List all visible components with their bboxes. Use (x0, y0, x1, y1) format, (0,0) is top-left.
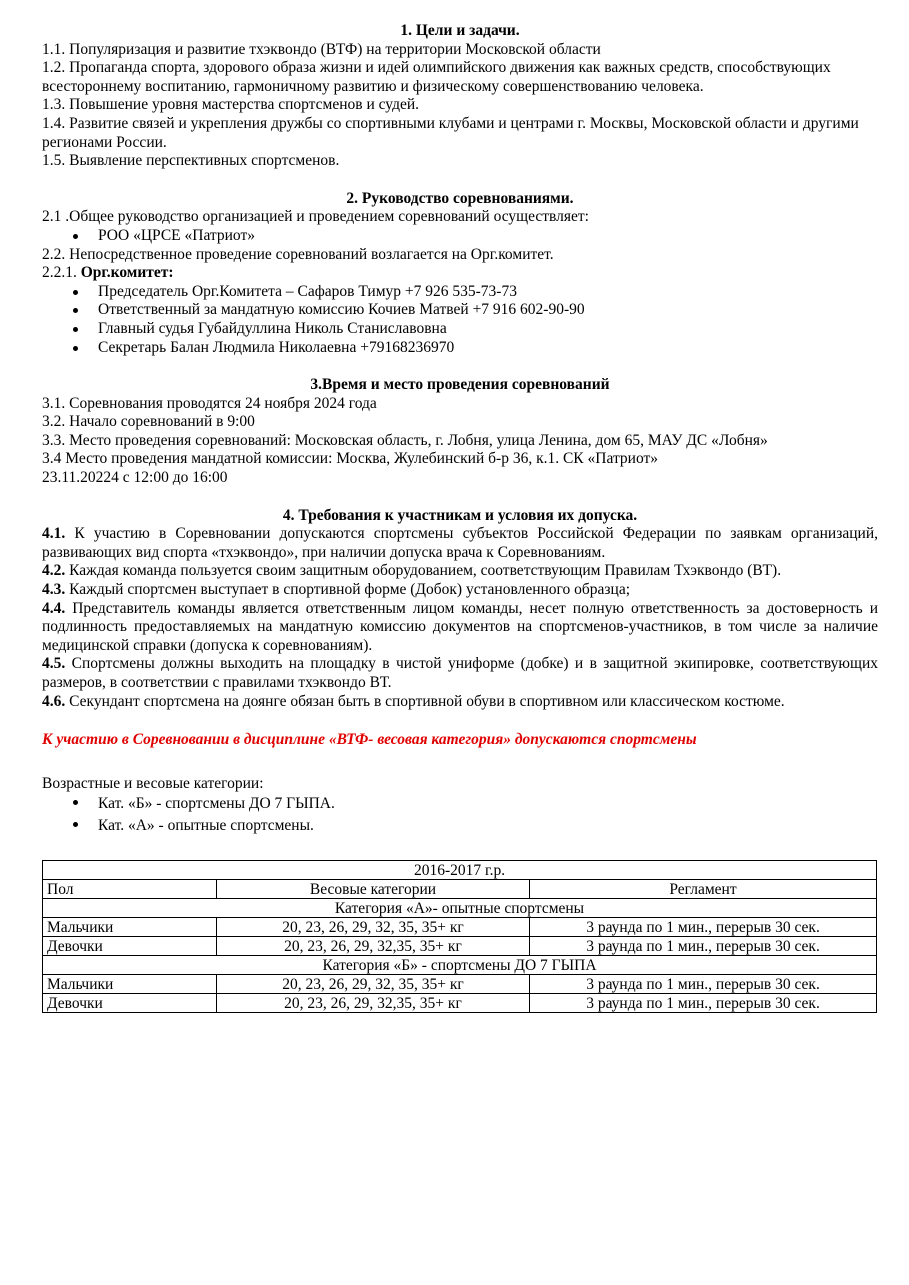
committee-judge: Главный судья Губайдуллина Николь Станиславовна (98, 320, 878, 339)
age-categories-title: Возрастные и весовые категории: (42, 774, 264, 792)
cell-rules: 3 раунда по 1 мин., перерыв 30 сек. (530, 918, 877, 937)
item-2-2-1 (42, 264, 878, 283)
table-header-row (43, 880, 877, 899)
item-4-4-num: 4.4. (42, 599, 66, 617)
item-3-1: 3.1. Соревнования проводятся 24 ноября 2024 года (42, 394, 377, 412)
cell-gender: Девочки (43, 937, 217, 956)
item-4-3-text: Каждый спортсмен выступает в спортивной форме (Добок) установленного образца; (65, 581, 631, 599)
table-row (43, 956, 877, 975)
item-4-1 (42, 525, 878, 562)
cell-rules: 3 раунда по 1 мин., перерыв 30 сек. (530, 975, 877, 994)
item-4-4 (42, 600, 878, 656)
year-cell: 2016-2017 г.р. (43, 861, 877, 880)
cell-rules: 3 раунда по 1 мин., перерыв 30 сек. (530, 994, 877, 1013)
item-1-3: 1.3. Повышение уровня мастерства спортсменов и судей. (42, 96, 420, 114)
item-1-5: 1.5. Выявление перспективных спортсменов. (42, 152, 340, 170)
org-list (42, 227, 878, 246)
item-4-1-text: К участию в Соревновании допускаются спортсмены субъектов Российской Федерации по заявкам организаций, развивающих вид спорта «тхэквондо», при наличии допуска врача к Соревнованиям. (42, 525, 878, 561)
item-4-3 (42, 581, 878, 600)
category-a-cell: Категория «А»- опытные спортсмены (43, 899, 877, 918)
table-row (43, 899, 877, 918)
item-4-6-text: Секундант спортсмена на доянге обязан быть в спортивной обуви в спортивном или классическом костюме. (65, 692, 785, 710)
committee-secretary: Секретарь Балан Людмила Николаевна +79168236970 (98, 339, 878, 358)
item-2-2: 2.2. Непосредственное проведение соревнований возлагается на Орг.комитет. (42, 245, 554, 263)
category-b-cell: Категория «Б» - спортсмены ДО 7 ГЫПА (43, 956, 877, 975)
cell-weights: 20, 23, 26, 29, 32, 35, 35+ кг (217, 975, 530, 994)
eligibility-note: К участию в Соревновании в дисциплине «ВТФ- весовая категория» допускаются спортсмены (42, 731, 697, 749)
age-categories-list (42, 793, 878, 837)
item-3-4-date: 23.11.20224 с 12:00 до 16:00 (42, 469, 228, 487)
header-gender: Пол (43, 880, 217, 899)
committee-mandate: Ответственный за мандатную комиссию Кочиев Матвей +7 916 602-90-90 (98, 301, 878, 320)
item-4-1-num: 4.1. (42, 525, 66, 543)
item-4-6 (42, 693, 878, 712)
item-4-4-text: Представитель команды является ответственным лицом команды, несет полную ответственность за достоверность и подлинность предоставляемых на мандатную комиссию документов на спортсменов-участников, в том числе за наличие медицинской справки (допуска к соревнованиям). (42, 599, 878, 654)
category-a-item: Кат. «А» - опытные спортсмены. (98, 815, 878, 837)
item-4-6-num: 4.6. (42, 692, 66, 710)
table-row (43, 975, 877, 994)
header-rules: Регламент (530, 880, 877, 899)
section-1-title: 1. Цели и задачи. (400, 22, 520, 39)
cell-gender: Девочки (43, 994, 217, 1013)
committee-list (42, 283, 878, 357)
item-2-2-1-num: 2.2.1. (42, 264, 81, 282)
section-3-title: 3.Время и место проведения соревнований (310, 376, 610, 394)
item-4-5 (42, 655, 878, 692)
item-4-2-text: Каждая команда пользуется своим защитным оборудованием, соответствующим Правилам Тхэквондо (ВТ). (65, 562, 782, 580)
section-4-title: 4. Требования к участникам и условия их допуска. (282, 506, 638, 524)
header-weights: Весовые категории (217, 880, 530, 899)
item-1-1: 1.1. Популяризация и развитие тхэквондо (ВТФ) на территории Московской области (42, 40, 601, 58)
item-4-2-num: 4.2. (42, 562, 66, 580)
item-3-2: 3.2. Начало соревнований в 9:00 (42, 413, 255, 431)
table-row (43, 861, 877, 880)
category-b-item: Кат. «Б» - спортсмены ДО 7 ГЫПА. (98, 793, 878, 815)
section-2-title: 2. Руководство соревнованиями. (346, 189, 574, 207)
cell-rules: 3 раунда по 1 мин., перерыв 30 сек. (530, 937, 877, 956)
categories-table (42, 860, 877, 1013)
item-4-2 (42, 562, 878, 581)
table-row (43, 918, 877, 937)
org-item: РОО «ЦРСЕ «Патриот» (98, 227, 878, 246)
item-3-4: 3.4 Место проведения мандатной комиссии: Москва, Жулебинский б-р 36, к.1. СК «Патриот» (42, 450, 659, 468)
item-4-5-text: Спортсмены должны выходить на площадку в чистой униформе (добке) и в защитной экипировке, соответствующих размеров, в соответствии с правилами тхэквондо ВТ. (42, 655, 878, 691)
item-2-1: 2.1 .Общее руководство организацией и проведением соревнований осуществляет: (42, 208, 589, 226)
item-4-3-num: 4.3. (42, 581, 66, 599)
item-3-3: 3.3. Место проведения соревнований: Московская область, г. Лобня, улица Ленина, дом 65, МАУ ДС «Лобня» (42, 431, 768, 449)
item-1-2: 1.2. Пропаганда спорта, здорового образа жизни и идей олимпийского движения как важных средств, способствующих всестороннему воспитанию, гармоничному развитию и физическому совершенствованию человека. (42, 59, 831, 95)
table-row (43, 994, 877, 1013)
cell-gender: Мальчики (43, 918, 217, 937)
item-4-5-num: 4.5. (42, 655, 66, 673)
cell-weights: 20, 23, 26, 29, 32,35, 35+ кг (217, 994, 530, 1013)
cell-weights: 20, 23, 26, 29, 32,35, 35+ кг (217, 937, 530, 956)
committee-heading: Орг.комитет: (80, 264, 174, 282)
document (42, 22, 878, 1013)
cell-weights: 20, 23, 26, 29, 32, 35, 35+ кг (217, 918, 530, 937)
table-row (43, 937, 877, 956)
cell-gender: Мальчики (43, 975, 217, 994)
committee-chair: Председатель Орг.Комитета – Сафаров Тимур +7 926 535-73-73 (98, 283, 878, 302)
item-1-4: 1.4. Развитие связей и укрепления дружбы со спортивными клубами и центрами г. Москвы, Московской области и другими регионами России. (42, 114, 859, 151)
